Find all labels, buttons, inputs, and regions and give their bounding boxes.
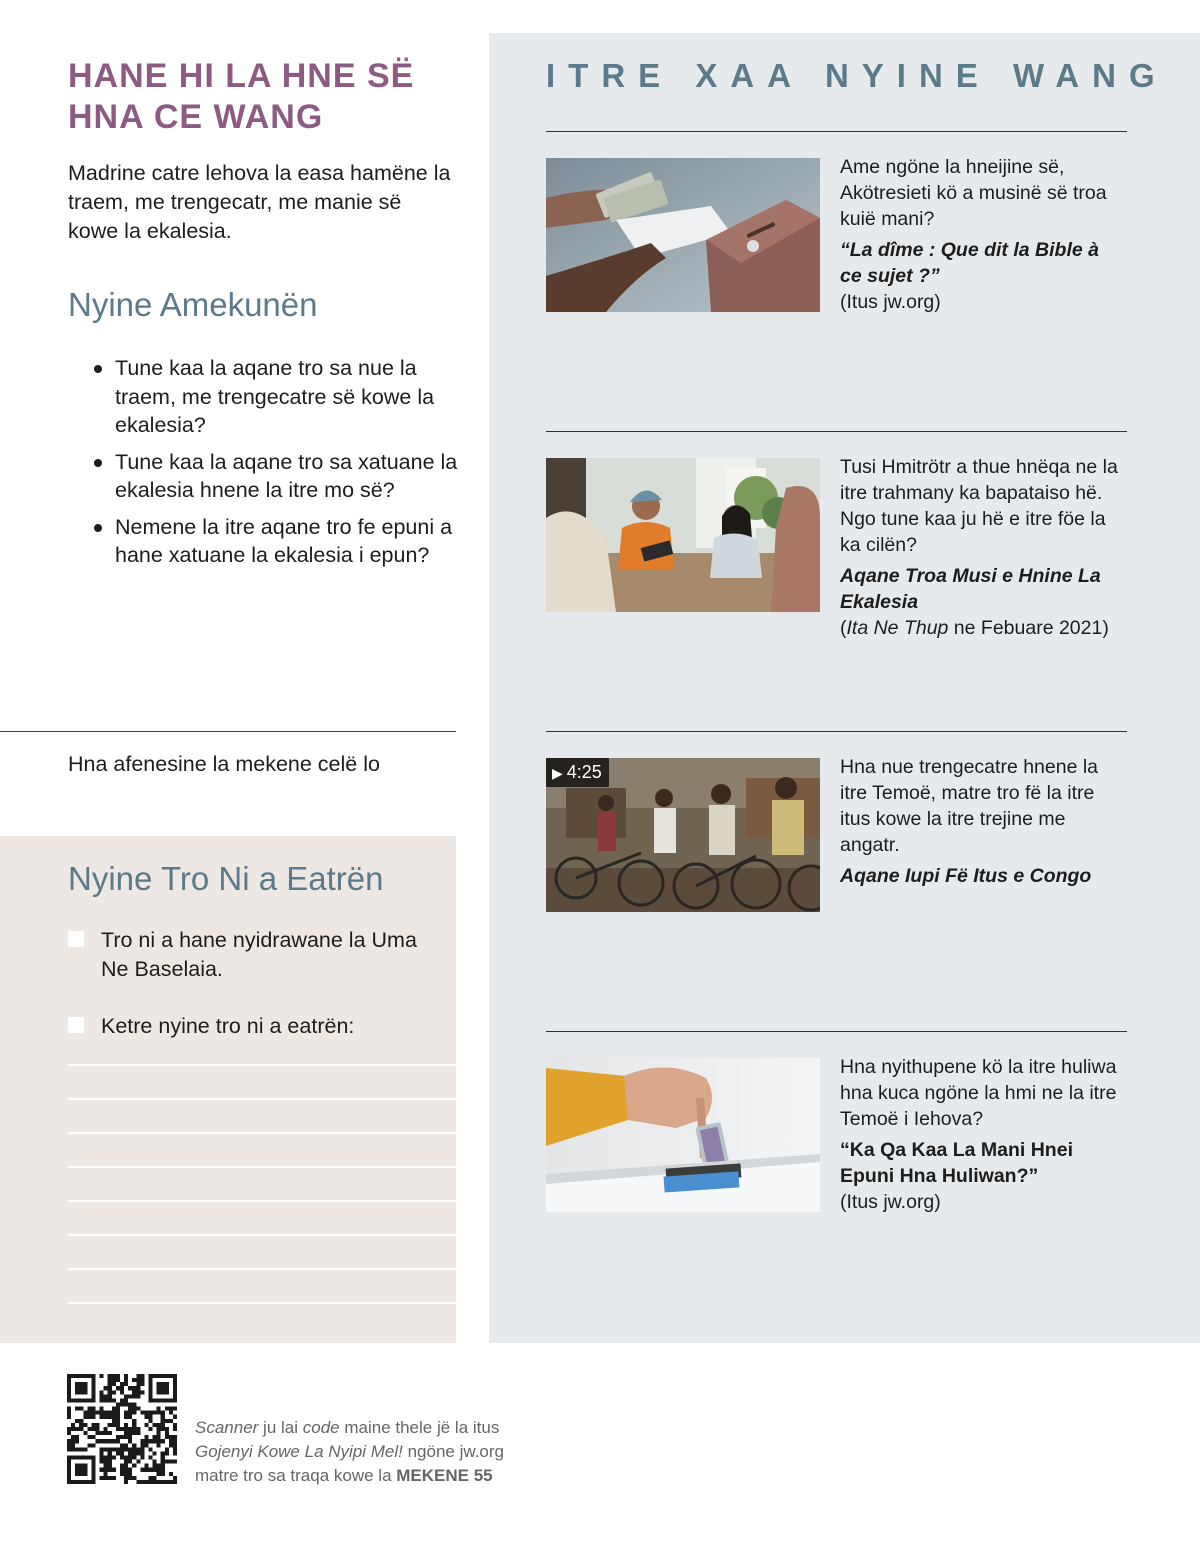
divider <box>546 731 1127 732</box>
resource-title-link[interactable]: “La dîme : Que dit la Bible à ce sujet ?” <box>840 239 1099 287</box>
writing-line[interactable] <box>68 1200 456 1202</box>
resource-description: Tusi Hmitrötr a thue hnëqa ne la itre trahmany ka bapataiso hë. Ngo tune kaa ju hë e itre föe la ka cilën? <box>840 456 1118 556</box>
writing-line[interactable] <box>68 1268 456 1270</box>
page-title: HANE HI LA HNE SË HNA CE WANG <box>68 57 415 136</box>
writing-line[interactable] <box>68 1132 456 1134</box>
resource-description: Hna nue trengecatre hnene la itre Temoë, matre tro fë la itre itus kowe la itre trejine me angatr. <box>840 756 1099 856</box>
scan-instructions <box>195 1416 575 1488</box>
resource-2-text <box>840 454 1125 641</box>
question-item: Tune kaa la aqane tro sa nue la traem, me trengecatre së kowe la ekalesia? <box>92 354 462 440</box>
goal-label: Tro ni a hane nyidrawane la Uma Ne Baselaia. <box>101 928 417 981</box>
writing-line[interactable] <box>68 1234 456 1236</box>
donation-envelope-box-photo[interactable] <box>546 158 820 312</box>
resource-3-text <box>840 754 1125 889</box>
group-bible-study-photo[interactable] <box>546 458 820 612</box>
goals-panel <box>0 836 456 1343</box>
resources-heading: ITRE XAA NYINE WANG <box>546 57 1168 94</box>
goal-item <box>68 1012 448 1041</box>
left-column <box>0 0 456 1343</box>
divider <box>546 1031 1127 1032</box>
intro-paragraph: Madrine catre lehova la easa hamëne la traem, me trengecatr, me manie së kowe la ekalesia. <box>68 161 451 243</box>
writing-line[interactable] <box>68 1064 456 1066</box>
resource-description: Ame ngöne la hneijine së, Akötresieti kö a musinë së troa kuië mani? <box>840 156 1107 230</box>
writing-line[interactable] <box>68 1098 456 1100</box>
donation-box-hand-photo[interactable] <box>546 1058 820 1212</box>
goal-checkbox[interactable] <box>68 1017 84 1033</box>
questions-list <box>92 354 462 578</box>
group-study-image <box>546 458 820 612</box>
men-with-bicycles-video[interactable] <box>546 758 820 912</box>
goal-checkbox[interactable] <box>68 931 84 947</box>
video-duration-badge: ▶ 4:25 <box>546 758 609 787</box>
resource-title-link[interactable]: “Ka Qa Kaa La Mani Hnei Epuni Hna Huliwan?” <box>840 1139 1073 1187</box>
scan-line: Gojenyi Kowe La Nyipi Mel! ngöne jw.org <box>195 1442 505 1461</box>
resource-source: (Ita Ne Thup ne Febuare 2021) <box>840 617 1109 639</box>
questions-heading: Nyine Amekunën <box>68 286 318 323</box>
writing-line[interactable] <box>68 1166 456 1168</box>
scan-line: Scanner ju lai code maine thele jë la itus <box>195 1418 500 1437</box>
writing-line[interactable] <box>68 1302 456 1304</box>
donation-box-image <box>546 1058 820 1212</box>
resource-source: (Itus jw.org) <box>840 291 941 313</box>
scan-line: matre tro sa traqa kowe la MEKENE 55 <box>195 1466 493 1485</box>
resource-title-link[interactable]: Aqane Iupi Fë Itus e Congo <box>840 865 1092 887</box>
divider <box>0 731 456 732</box>
date-line-label: Hna afenesine la mekene celë lo <box>68 752 380 776</box>
question-item: Nemene la itre aqane tro fe epuni a hane xatuane la ekalesia i epun? <box>92 513 462 570</box>
play-icon: ▶ <box>552 765 563 781</box>
resource-1-text <box>840 154 1125 315</box>
goal-item <box>68 926 448 984</box>
resource-description: Hna nyithupene kö la itre huliwa hna kuca ngöne la hmi ne la itre Temoë i Iehova? <box>840 1056 1117 1130</box>
resource-4-text <box>840 1054 1125 1215</box>
goals-heading: Nyine Tro Ni a Eatrën <box>68 860 384 897</box>
divider <box>546 131 1127 132</box>
qr-code-graphic <box>67 1374 177 1484</box>
resource-title-link[interactable]: Aqane Troa Musi e Hnine La Ekalesia <box>840 565 1101 613</box>
resource-source: (Itus jw.org) <box>840 1191 941 1213</box>
question-item: Tune kaa la aqane tro sa xatuane la ekalesia hnene la itre mo së? <box>92 448 462 505</box>
donation-envelope-image <box>546 158 820 312</box>
divider <box>546 431 1127 432</box>
goal-label: Ketre nyine tro ni a eatrën: <box>101 1014 355 1038</box>
qr-code-icon[interactable] <box>67 1374 177 1484</box>
